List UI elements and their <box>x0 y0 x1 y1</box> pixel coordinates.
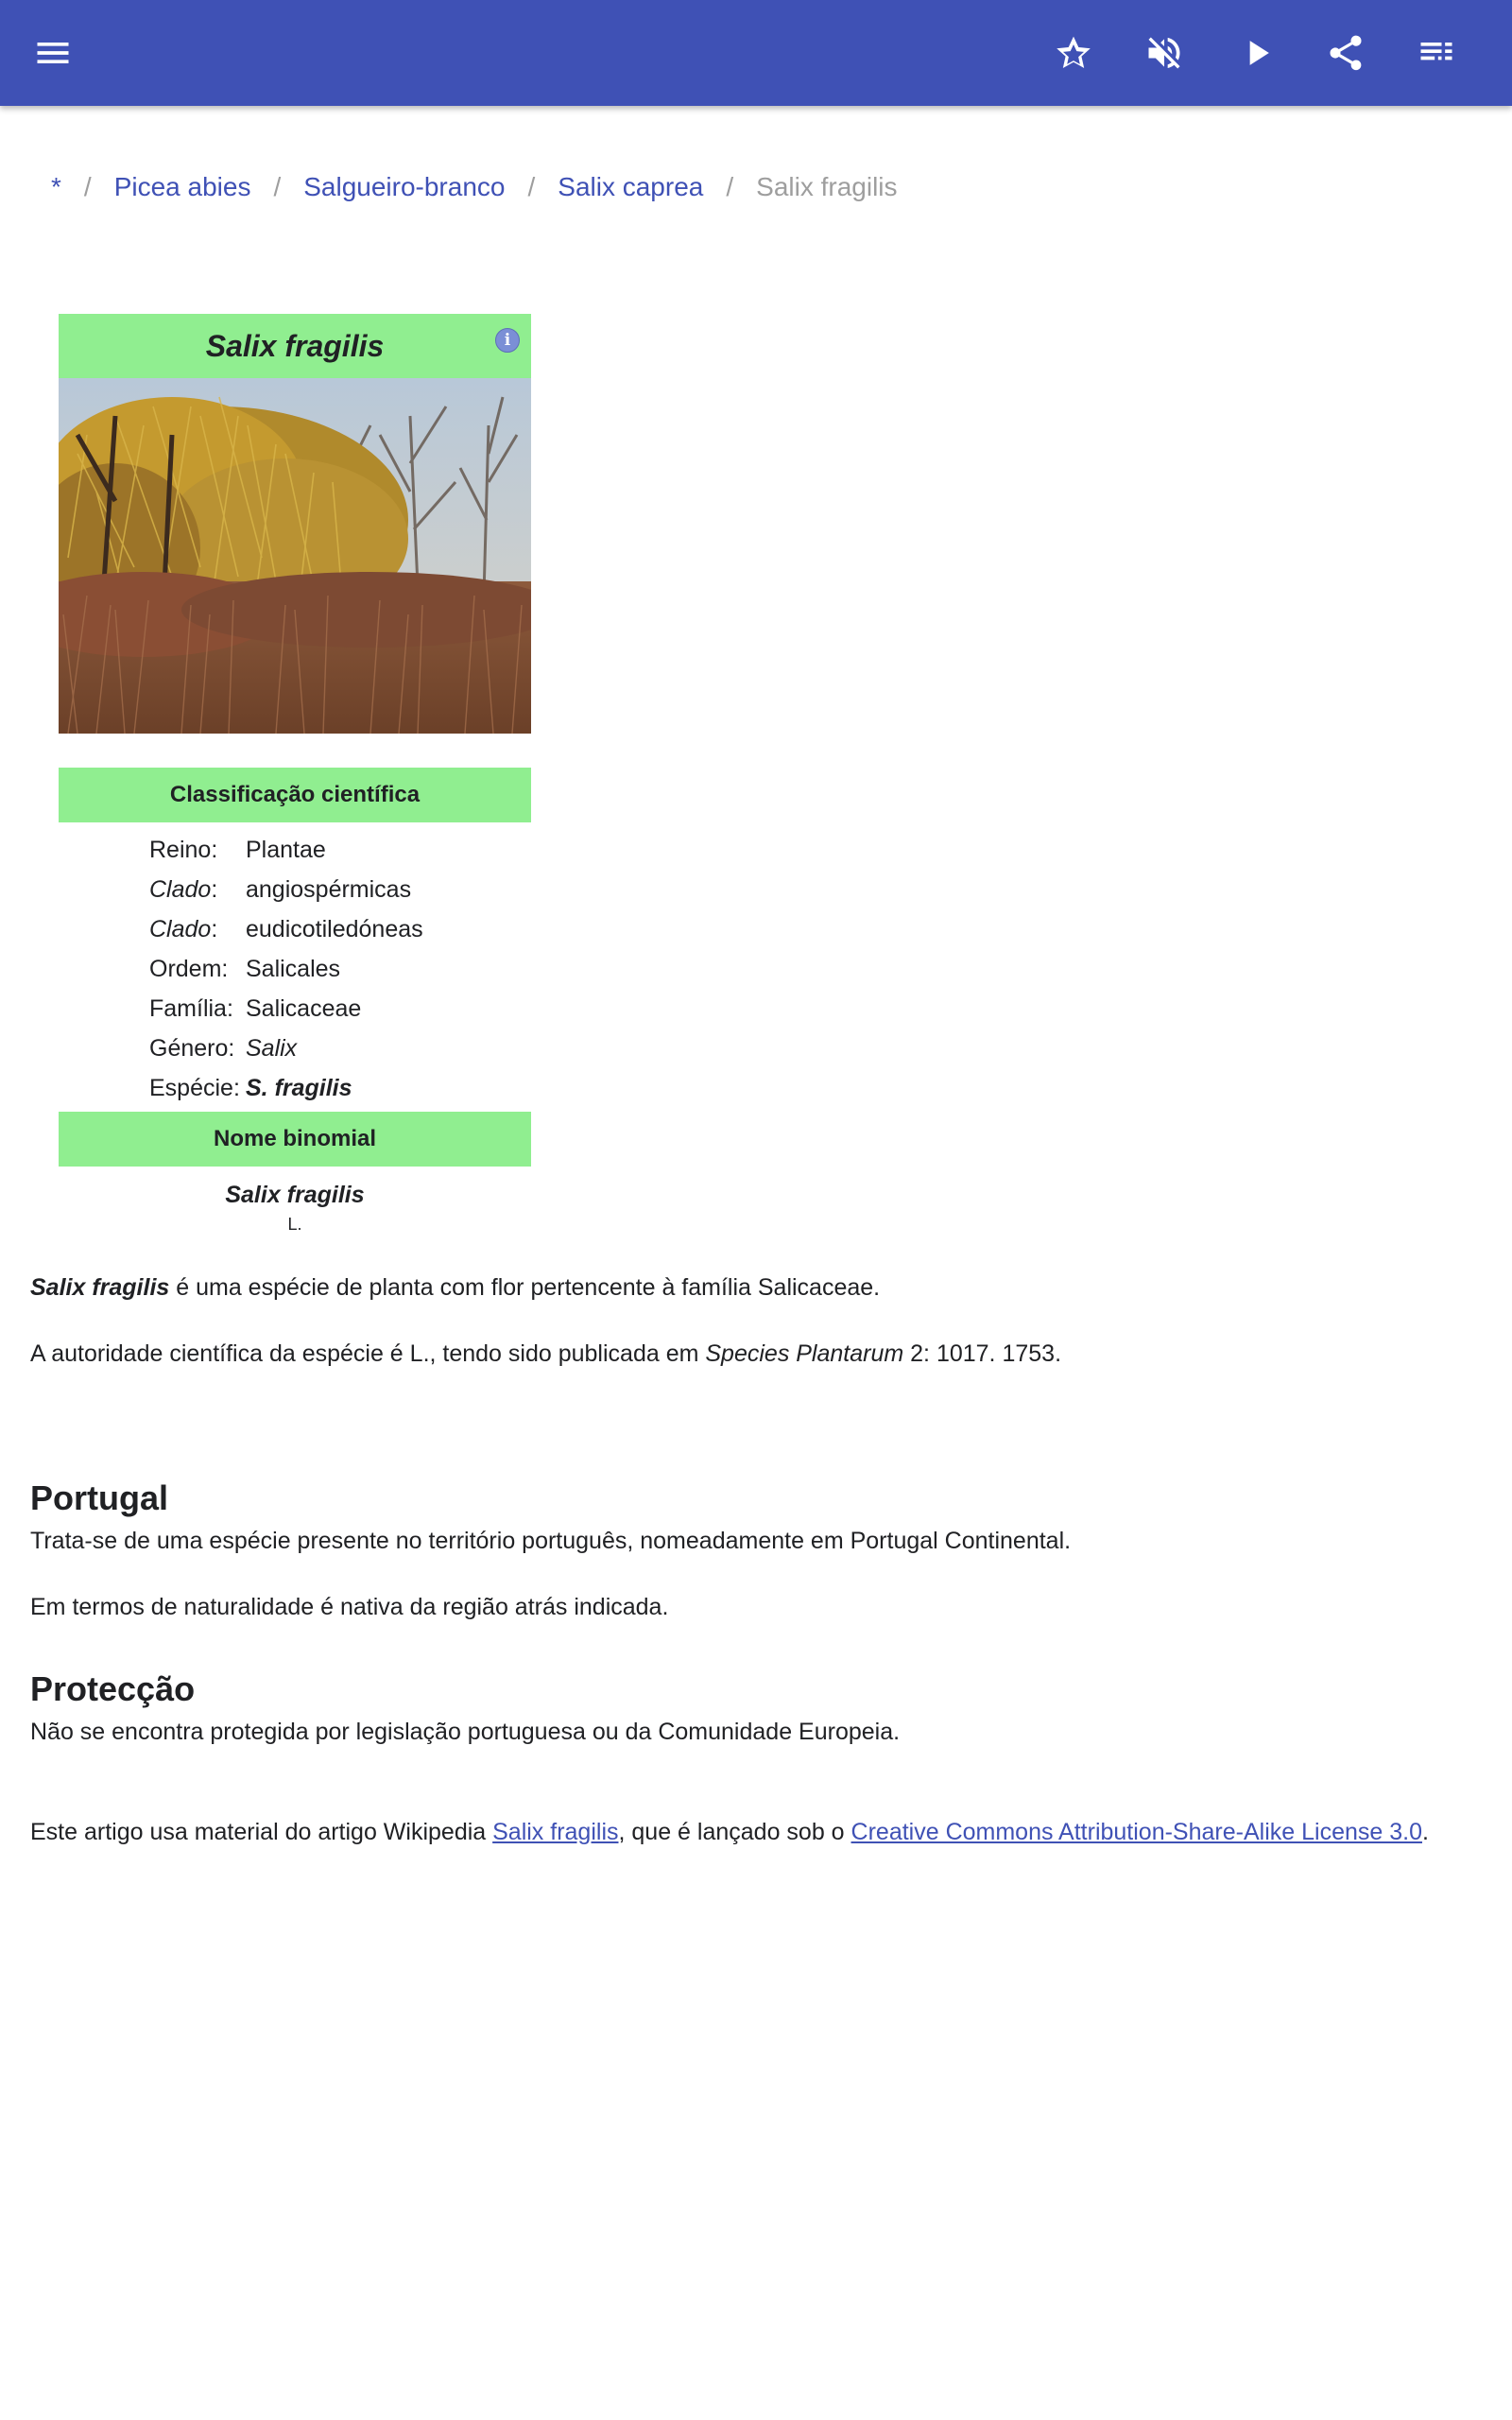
taxonomy-table <box>149 830 531 1108</box>
intro-paragraph <box>30 1269 1486 1306</box>
publication-ref: 2: 1017. 1753. <box>903 1340 1062 1367</box>
star-outline-icon[interactable] <box>1045 25 1102 81</box>
taxonomy-rank-colon: : <box>211 916 218 942</box>
binomial-name: Salix fragilis <box>225 1182 365 1208</box>
taxonomy-row <box>149 830 531 870</box>
breadcrumb-item-salgueiro-branco[interactable]: Salgueiro-branco <box>303 172 506 201</box>
menu-icon[interactable] <box>25 25 81 81</box>
breadcrumb <box>51 168 898 206</box>
taxonomy-row <box>149 870 531 909</box>
breadcrumb-item-root[interactable]: * <box>51 172 61 201</box>
taxonomy-rank: Reino: <box>149 837 218 863</box>
info-icon[interactable]: i <box>495 328 520 353</box>
taxobox <box>59 314 531 1235</box>
play-icon[interactable] <box>1228 25 1285 81</box>
share-icon[interactable] <box>1317 25 1374 81</box>
taxonomy-value: Salix <box>246 1035 298 1062</box>
taxonomy-row <box>149 909 531 949</box>
taxonomy-value: Plantae <box>246 837 326 863</box>
section-heading-protection: Protecção <box>30 1669 196 1708</box>
taxonomy-value: Salicales <box>246 956 341 982</box>
section-heading-portugal: Portugal <box>30 1478 169 1517</box>
article-body <box>30 1269 1486 1851</box>
app-bar <box>0 0 1512 106</box>
taxonomy-row <box>149 1068 531 1108</box>
authority-paragraph <box>30 1335 1486 1373</box>
breadcrumb-item-picea-abies[interactable]: Picea abies <box>113 172 251 201</box>
license-text: Este artigo usa material do artigo Wikipedia <box>30 1819 493 1845</box>
taxonomy-value: eudicotiledóneas <box>246 916 423 942</box>
volume-off-icon[interactable] <box>1136 25 1193 81</box>
taxonomy-value: angiospérmicas <box>246 876 412 903</box>
taxonomy-rank-clado: Clado <box>149 876 212 903</box>
playlist-icon[interactable] <box>1408 25 1465 81</box>
protection-paragraph: Não se encontra protegida por legislação portuguesa ou da Comunidade Europeia. <box>30 1719 901 1745</box>
publication-title: Species Plantarum <box>705 1340 904 1367</box>
taxonomy-rank <box>149 909 246 949</box>
portugal-paragraph-1: Trata-se de uma espécie presente no território português, nomeadamente em Portugal Continental. <box>30 1528 1072 1554</box>
taxonomy-rank: Família: <box>149 995 233 1022</box>
binomial-heading: Nome binomial <box>59 1112 531 1167</box>
species-name: Salix fragilis <box>30 1274 170 1301</box>
taxonomy-rank: Género: <box>149 1035 235 1062</box>
taxonomy-rank <box>149 870 246 909</box>
binomial-authority: L. <box>287 1215 302 1234</box>
taxonomy-row <box>149 949 531 989</box>
taxobox-title-bar <box>59 314 531 378</box>
species-photo[interactable] <box>59 378 531 734</box>
portugal-paragraph-2: Em termos de naturalidade é nativa da região atrás indicada. <box>30 1594 669 1620</box>
taxonomy-rank: Ordem: <box>149 956 229 982</box>
breadcrumb-separator: / <box>726 172 734 201</box>
taxonomy-rank: Espécie: <box>149 1075 240 1101</box>
license-text: . <box>1421 1819 1429 1845</box>
license-link[interactable]: Creative Commons Attribution-Share-Alike License 3.0 <box>850 1819 1422 1845</box>
breadcrumb-separator: / <box>273 172 282 201</box>
taxonomy-row <box>149 1028 531 1068</box>
breadcrumb-separator: / <box>527 172 536 201</box>
license-text: , que é lançado sob o <box>618 1819 851 1845</box>
taxobox-title: Salix fragilis <box>205 328 385 363</box>
intro-text: é uma espécie de planta com flor pertencente à família Salicaceae. <box>169 1274 881 1301</box>
breadcrumb-item-salix-caprea[interactable]: Salix caprea <box>558 172 704 201</box>
taxonomy-row <box>149 989 531 1028</box>
classification-heading: Classificação científica <box>59 768 531 822</box>
taxonomy-rank-colon: : <box>211 876 218 903</box>
wikipedia-article-link[interactable]: Salix fragilis <box>492 1819 619 1845</box>
taxonomy-value: S. fragilis <box>246 1075 352 1101</box>
license-note <box>30 1813 1486 1851</box>
taxonomy-rank-clado: Clado <box>149 916 212 942</box>
authority-text: A autoridade científica da espécie é L., tendo sido publicada em <box>30 1340 706 1367</box>
taxonomy-value: Salicaceae <box>246 995 362 1022</box>
breadcrumb-separator: / <box>83 172 92 201</box>
breadcrumb-current: Salix fragilis <box>756 172 898 201</box>
